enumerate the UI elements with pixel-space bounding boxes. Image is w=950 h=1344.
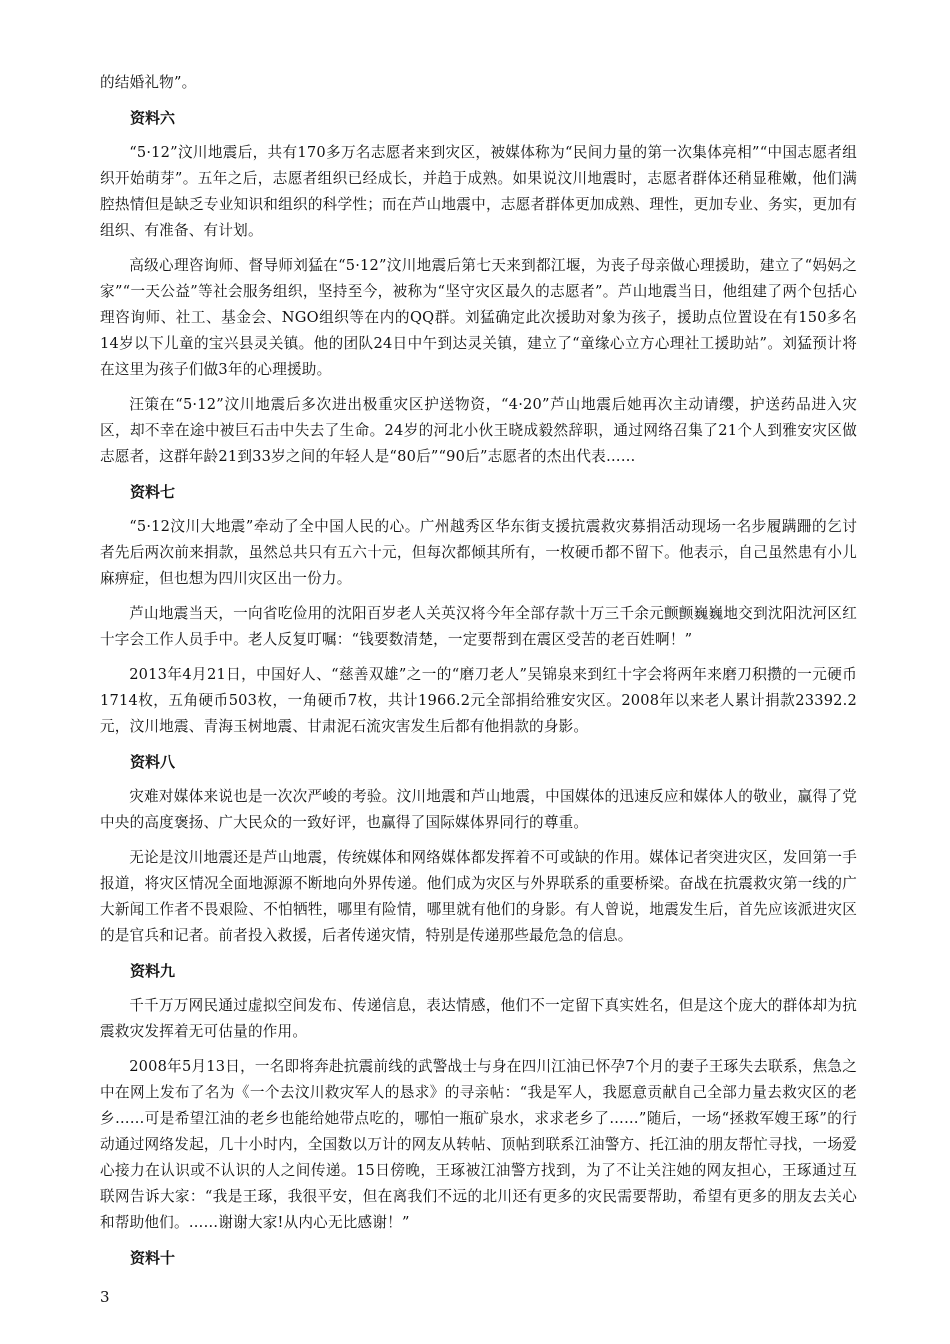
section-heading: 资料九 xyxy=(130,962,176,980)
paragraph: 千千万万网民通过虚拟空间发布、传递信息，表达情感，他们不一定留下真实姓名，但是这个庞大的群体却为抗震救灾发挥着无可估量的作用。 xyxy=(100,997,857,1040)
section-heading: 资料七 xyxy=(130,483,176,501)
section-heading: 资料十 xyxy=(130,1249,176,1267)
section-heading: 资料八 xyxy=(130,753,176,771)
paragraph: 灾难对媒体来说也是一次次严峻的考验。汶川地震和芦山地震，中国媒体的迅速反应和媒体人的敬业，赢得了党中央的高度褒扬、广大民众的一致好评，也赢得了国际媒体界同行的尊重。 xyxy=(100,788,857,831)
paragraph: “5·12”汶川地震后，共有170多万名志愿者来到灾区，被媒体称为“民间力量的第一次集体亮相”“中国志愿者组织开始萌芽”。五年之后，志愿者组织已经成长，并趋于成熟。如果说汶川地震时，志愿者群体还稍显稚嫩，他们满腔热情但是缺乏专业知识和组织的科学性；而在芦山地震中，志愿者群体更加成熟、理性，更加专业、务实，更加有组织、有准备、有计划。 xyxy=(100,144,857,239)
document-page xyxy=(100,70,857,1280)
paragraph: 芦山地震当天，一向省吃俭用的沈阳百岁老人关英汉将今年全部存款十万三千余元颤颤巍巍地交到沈阳沈河区红十字会工作人员手中。老人反复叮嘱：“钱要数清楚，一定要帮到在震区受苦的老百姓啊！” xyxy=(100,605,857,648)
paragraph: 无论是汶川地震还是芦山地震，传统媒体和网络媒体都发挥着不可或缺的作用。媒体记者突进灾区，发回第一手报道，将灾区情况全面地源源不断地向外界传递。他们成为灾区与外界联系的重要桥梁。奋战在抗震救灾第一线的广大新闻工作者不畏艰险、不怕牺牲，哪里有险情，哪里就有他们的身影。有人曾说，地震发生后，首先应该派进灾区的是官兵和记者。前者投入救援，后者传递灾情，特别是传递那些最危急的信息。 xyxy=(100,849,857,944)
paragraph: 2013年4月21日，中国好人、“慈善双雄”之一的“磨刀老人”吴锦泉来到红十字会将两年来磨刀积攒的一元硬币1714枚，五角硬币503枚，一角硬币7枚，共计1966.2元全部捐给雅安灾区。2008年以来老人累计捐款23392.2元，汶川地震、青海玉树地震、甘肃泥石流灾害发生后都有他捐款的身影。 xyxy=(100,666,857,735)
paragraph: “5·12汶川大地震”牵动了全中国人民的心。广州越秀区华东街支援抗震救灾募捐活动现场一名步履蹒跚的乞讨者先后两次前来捐款，虽然总共只有五六十元，但每次都倾其所有，一枚硬币都不留下。他表示，自己虽然患有小儿麻痹症，但也想为四川灾区出一份力。 xyxy=(100,518,857,587)
page-number: 3 xyxy=(100,1288,110,1306)
paragraph: 汪策在“5·12”汶川地震后多次进出极重灾区护送物资，“4·20”芦山地震后她再次主动请缨，护送药品进入灾区，却不幸在途中被巨石击中失去了生命。24岁的河北小伙王晓成毅然辞职，通过网络召集了21个人到雅安灾区做志愿者，这群年龄21到33岁之间的年轻人是“80后”“90后”志愿者的杰出代表…… xyxy=(100,396,857,465)
paragraph: 2008年5月13日，一名即将奔赴抗震前线的武警战士与身在四川江油已怀孕7个月的妻子王琢失去联系，焦急之中在网上发布了名为《一个去汶川救灾军人的恳求》的寻亲帖：“我是军人，我愿意贡献自己全部力量去救灾区的老乡……可是希望江油的老乡也能给她带点吃的，哪怕一瓶矿泉水，求求老乡了……”随后，一场“拯救军嫂王琢”的行动通过网络发起，几十小时内，全国数以万计的网友从转帖、顶帖到联系江油警方、托江油的朋友帮忙寻找，一场爱心接力在认识或不认识的人之间传递。15日傍晚，王琢被江油警方找到，为了不让关注她的网友担心，王琢通过互联网告诉大家：“我是王琢，我很平安，但在离我们不远的北川还有更多的灾民需要帮助，希望有更多的朋友去关心和帮助他们。……谢谢大家!从内心无比感谢！” xyxy=(100,1058,857,1231)
section-heading: 资料六 xyxy=(130,109,176,127)
lead-line: 的结婚礼物”。 xyxy=(100,74,197,91)
paragraph: 高级心理咨询师、督导师刘猛在“5·12”汶川地震后第七天来到都江堰，为丧子母亲做心理援助，建立了“妈妈之家”“一天公益”等社会服务组织，坚持至今，被称为“坚守灾区最久的志愿者”。芦山地震当日，他组建了两个包括心理咨询师、社工、基金会、NGO组织等在内的QQ群。刘猛确定此次援助对象为孩子，援助点位置设在有150多名14岁以下儿童的宝兴县灵关镇。他的团队24日中午到达灵关镇，建立了“童缘心立方心理社工援助站”。刘猛预计将在这里为孩子们做3年的心理援助。 xyxy=(100,257,857,378)
